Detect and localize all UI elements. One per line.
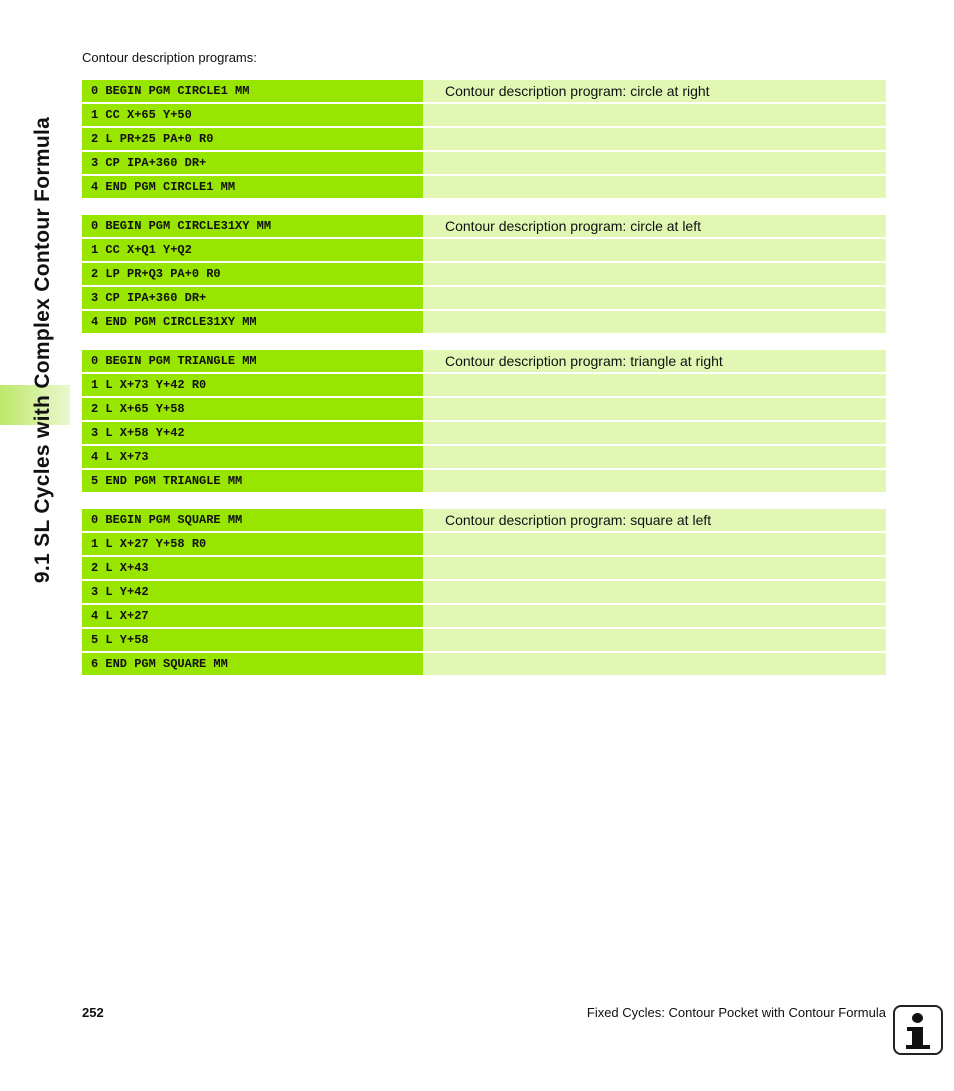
code-line: 6 END PGM SQUARE MM <box>82 653 423 675</box>
code-row <box>82 557 886 579</box>
code-row <box>82 176 886 198</box>
code-description <box>423 287 886 309</box>
info-icon <box>893 1005 943 1055</box>
code-row <box>82 629 886 651</box>
code-description <box>423 422 886 444</box>
code-line: 2 L PR+25 PA+0 R0 <box>82 128 423 150</box>
program-block <box>82 509 886 675</box>
code-row <box>82 104 886 126</box>
program-block <box>82 80 886 198</box>
code-row <box>82 215 886 237</box>
code-description: Contour description program: triangle at right <box>423 350 886 372</box>
code-row <box>82 446 886 468</box>
code-line: 2 L X+43 <box>82 557 423 579</box>
program-blocks <box>82 80 886 692</box>
code-row <box>82 239 886 261</box>
program-block <box>82 350 886 492</box>
code-row <box>82 422 886 444</box>
code-line: 0 BEGIN PGM SQUARE MM <box>82 509 423 531</box>
code-description <box>423 653 886 675</box>
code-description <box>423 263 886 285</box>
code-description: Contour description program: square at left <box>423 509 886 531</box>
code-description <box>423 239 886 261</box>
code-line: 1 L X+73 Y+42 R0 <box>82 374 423 396</box>
page-number: 252 <box>82 1005 104 1020</box>
code-line: 4 L X+27 <box>82 605 423 627</box>
code-line: 3 CP IPA+360 DR+ <box>82 287 423 309</box>
chapter-side-title-text: 9.1 SL Cycles with Complex Contour Formula <box>31 116 54 584</box>
code-description <box>423 152 886 174</box>
code-description <box>423 104 886 126</box>
code-line: 1 L X+27 Y+58 R0 <box>82 533 423 555</box>
code-line: 1 CC X+65 Y+50 <box>82 104 423 126</box>
code-description: Contour description program: circle at right <box>423 80 886 102</box>
code-description <box>423 374 886 396</box>
code-description <box>423 605 886 627</box>
code-description <box>423 533 886 555</box>
code-row <box>82 263 886 285</box>
code-description <box>423 311 886 333</box>
code-description: Contour description program: circle at left <box>423 215 886 237</box>
code-line: 0 BEGIN PGM CIRCLE1 MM <box>82 80 423 102</box>
code-line: 5 END PGM TRIANGLE MM <box>82 470 423 492</box>
code-line: 3 L X+58 Y+42 <box>82 422 423 444</box>
code-row <box>82 287 886 309</box>
code-row <box>82 533 886 555</box>
code-line: 2 L X+65 Y+58 <box>82 398 423 420</box>
code-line: 4 END PGM CIRCLE31XY MM <box>82 311 423 333</box>
code-row <box>82 152 886 174</box>
code-row <box>82 128 886 150</box>
code-description <box>423 557 886 579</box>
code-line: 5 L Y+58 <box>82 629 423 651</box>
code-description <box>423 446 886 468</box>
code-row <box>82 398 886 420</box>
code-description <box>423 398 886 420</box>
code-line: 2 LP PR+Q3 PA+0 R0 <box>82 263 423 285</box>
code-line: 3 CP IPA+360 DR+ <box>82 152 423 174</box>
code-row <box>82 605 886 627</box>
code-description <box>423 128 886 150</box>
code-row <box>82 350 886 372</box>
code-description <box>423 629 886 651</box>
program-block <box>82 215 886 333</box>
code-row <box>82 80 886 102</box>
code-row <box>82 509 886 531</box>
code-description <box>423 176 886 198</box>
code-row <box>82 470 886 492</box>
code-line: 4 END PGM CIRCLE1 MM <box>82 176 423 198</box>
code-row <box>82 581 886 603</box>
code-row <box>82 311 886 333</box>
code-description <box>423 470 886 492</box>
code-description <box>423 581 886 603</box>
code-line: 4 L X+73 <box>82 446 423 468</box>
chapter-footer-title: Fixed Cycles: Contour Pocket with Contour Formula <box>586 1005 886 1020</box>
code-row <box>82 374 886 396</box>
code-line: 0 BEGIN PGM CIRCLE31XY MM <box>82 215 423 237</box>
code-line: 3 L Y+42 <box>82 581 423 603</box>
intro-text: Contour description programs: <box>82 50 257 65</box>
code-line: 1 CC X+Q1 Y+Q2 <box>82 239 423 261</box>
code-row <box>82 653 886 675</box>
code-line: 0 BEGIN PGM TRIANGLE MM <box>82 350 423 372</box>
